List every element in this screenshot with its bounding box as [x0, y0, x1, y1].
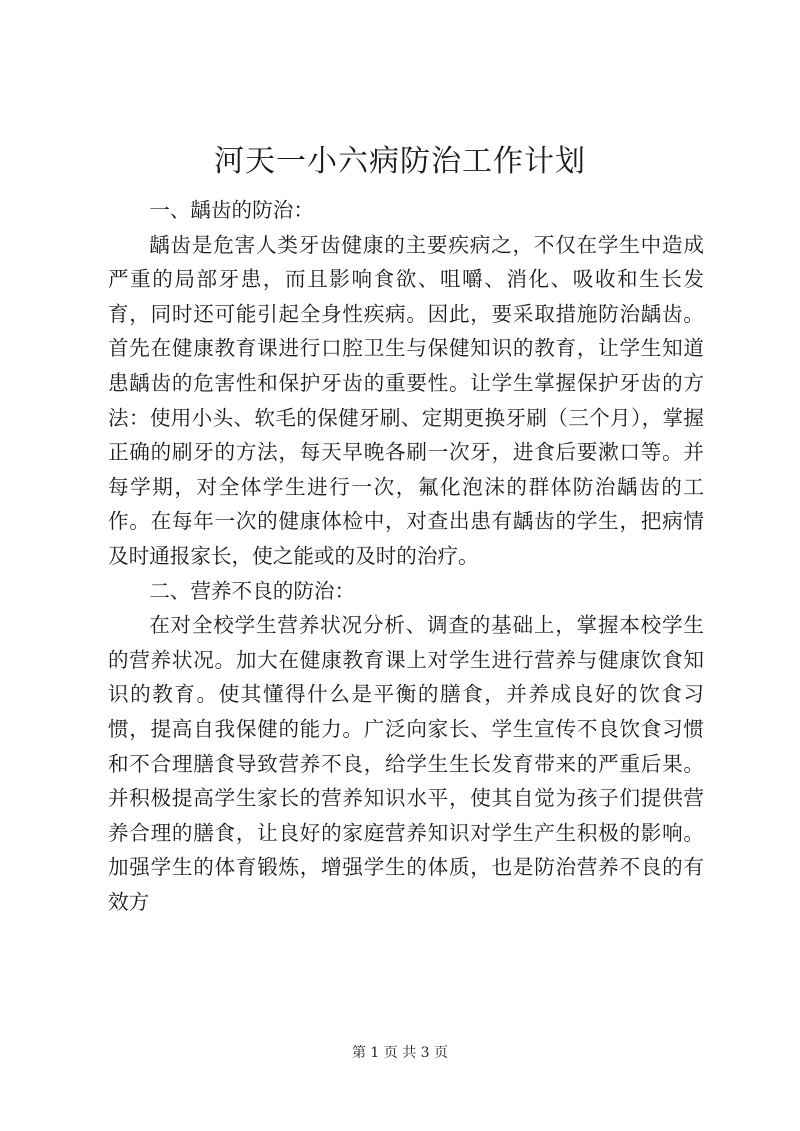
- document-body: [108, 193, 704, 919]
- section-paragraph-1: 龋齿是危害人类牙齿健康的主要疾病之，不仅在学生中造成严重的局部牙患，而且影响食欲、咀嚼、消化、吸收和生长发育，同时还可能引起全身性疾病。因此，要采取措施防治龋齿。首先在健康教育课进行口腔卫生与保健知识的教育，让学生知道患龋齿的危害性和保护牙齿的重要性。让学生掌握保护牙齿的方法：使用小头、软毛的保健牙刷、定期更换牙刷（三个月），掌握正确的刷牙的方法，每天早晚各刷一次牙，进食后要漱口等。并每学期，对全体学生进行一次，氟化泡沫的群体防治龋齿的工作。在每年一次的健康体检中，对查出患有龋齿的学生，把病情及时通报家长，使之能或的及时的治疗。: [108, 232, 704, 568]
- page-footer: 第 1 页 共 3 页: [351, 1045, 449, 1061]
- section-heading-1: 一、龋齿的防治：: [149, 198, 314, 222]
- page-title: 河天一小六病防治工作计划: [214, 144, 586, 179]
- section-paragraph-2: 在对全校学生营养状况分析、调查的基础上，掌握本校学生的营养状况。加大在健康教育课上对学生进行营养与健康饮食知识的教育。使其懂得什么是平衡的膳食，并养成良好的饮食习惯，提高自我保健的能力。广泛向家长、学生宣传不良饮食习惯和不合理膳食导致营养不良，给学生生长发育带来的严重后果。并积极提高学生家长的营养知识水平，使其自觉为孩子们提供营养合理的膳食，让良好的家庭营养知识对学生产生积极的影响。加强学生的体育锻炼，增强学生的体质，也是防治营养不良的有效方: [108, 613, 704, 914]
- section-heading-2: 二、营养不良的防治：: [149, 578, 356, 603]
